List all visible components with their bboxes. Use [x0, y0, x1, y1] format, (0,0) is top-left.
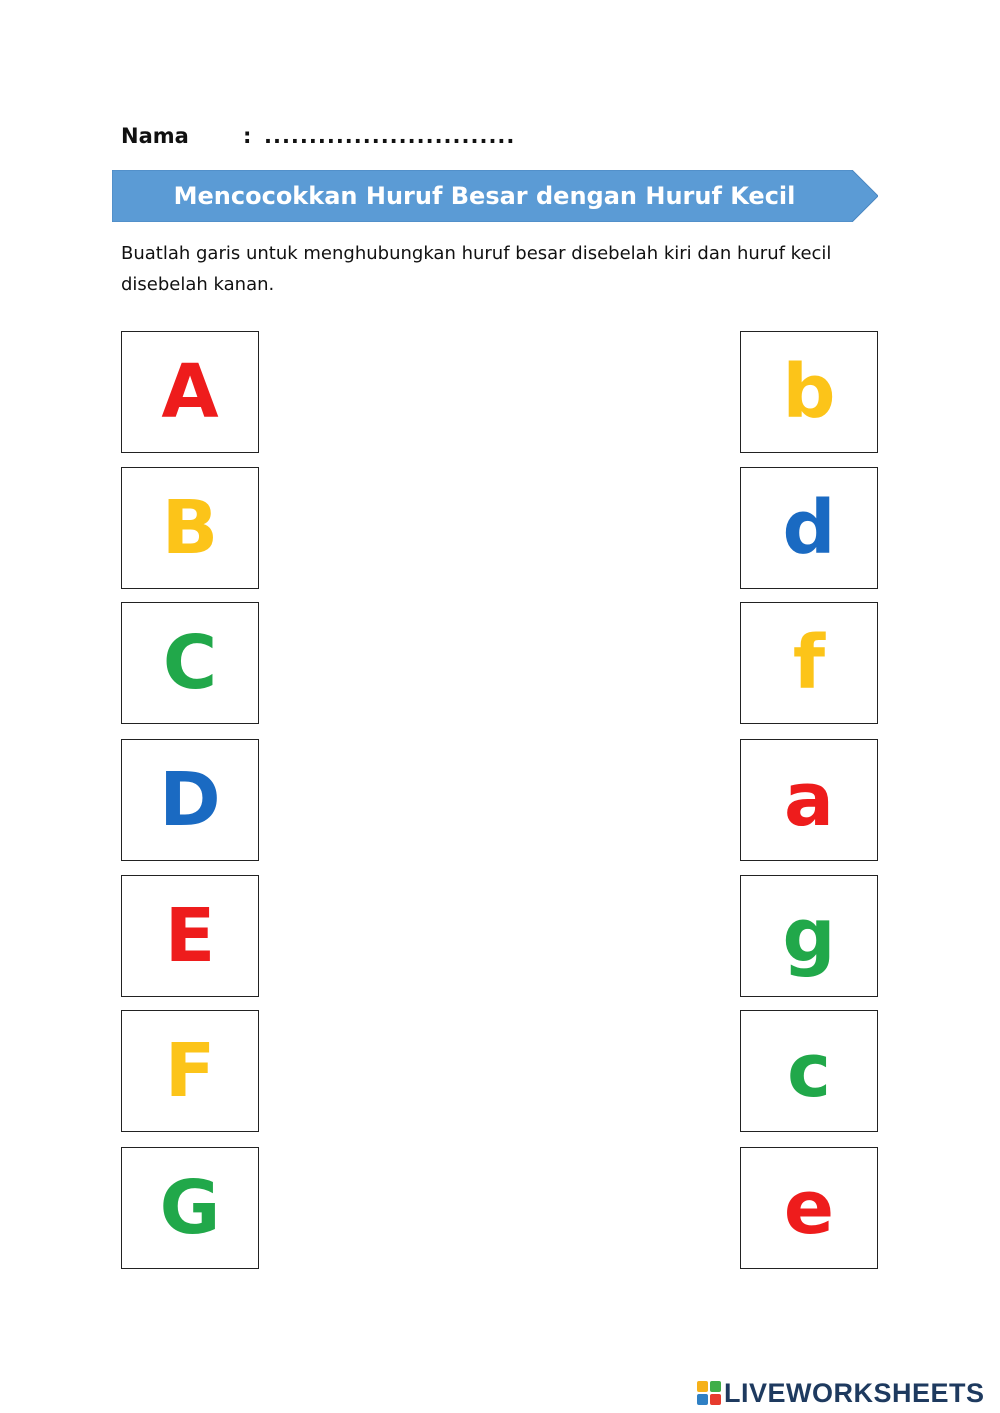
- uppercase-card[interactable]: [121, 739, 259, 861]
- uppercase-letter: F: [164, 1028, 216, 1114]
- lowercase-card[interactable]: [740, 467, 878, 589]
- uppercase-letter: B: [161, 485, 219, 571]
- uppercase-letter: C: [162, 620, 218, 706]
- name-answer-line[interactable]: ............................: [264, 124, 516, 148]
- lowercase-card[interactable]: [740, 875, 878, 997]
- lowercase-letter: d: [782, 485, 836, 571]
- lowercase-letter: e: [783, 1165, 835, 1251]
- name-colon: :: [243, 124, 252, 148]
- lowercase-card[interactable]: [740, 1010, 878, 1132]
- lowercase-card[interactable]: [740, 331, 878, 453]
- uppercase-card[interactable]: [121, 1147, 259, 1269]
- lowercase-letter: a: [784, 757, 834, 843]
- lowercase-card[interactable]: [740, 739, 878, 861]
- uppercase-letter: D: [159, 757, 221, 843]
- lowercase-letter: g: [782, 893, 836, 979]
- uppercase-card[interactable]: [121, 602, 259, 724]
- uppercase-letter: A: [161, 349, 219, 435]
- uppercase-card[interactable]: [121, 467, 259, 589]
- name-label: Nama: [121, 124, 189, 148]
- uppercase-card[interactable]: [121, 331, 259, 453]
- liveworksheets-logo-icon: [697, 1381, 721, 1405]
- liveworksheets-logo: [697, 1377, 985, 1409]
- uppercase-letter: G: [159, 1165, 221, 1251]
- lowercase-card[interactable]: [740, 602, 878, 724]
- lowercase-letter: b: [782, 349, 836, 435]
- instructions-text: Buatlah garis untuk menghubungkan huruf besar disebelah kiri dan huruf kecil disebelah kanan.: [121, 243, 832, 295]
- lowercase-letter: c: [787, 1028, 831, 1114]
- uppercase-letter: E: [164, 893, 216, 979]
- brand-name: LIVEWORKSHEETS: [724, 1377, 985, 1408]
- title-banner: [112, 170, 878, 222]
- uppercase-card[interactable]: [121, 1010, 259, 1132]
- lowercase-letter: f: [792, 620, 826, 706]
- lowercase-card[interactable]: [740, 1147, 878, 1269]
- uppercase-card[interactable]: [121, 875, 259, 997]
- worksheet-title: Mencocokkan Huruf Besar dengan Huruf Kecil: [173, 182, 796, 210]
